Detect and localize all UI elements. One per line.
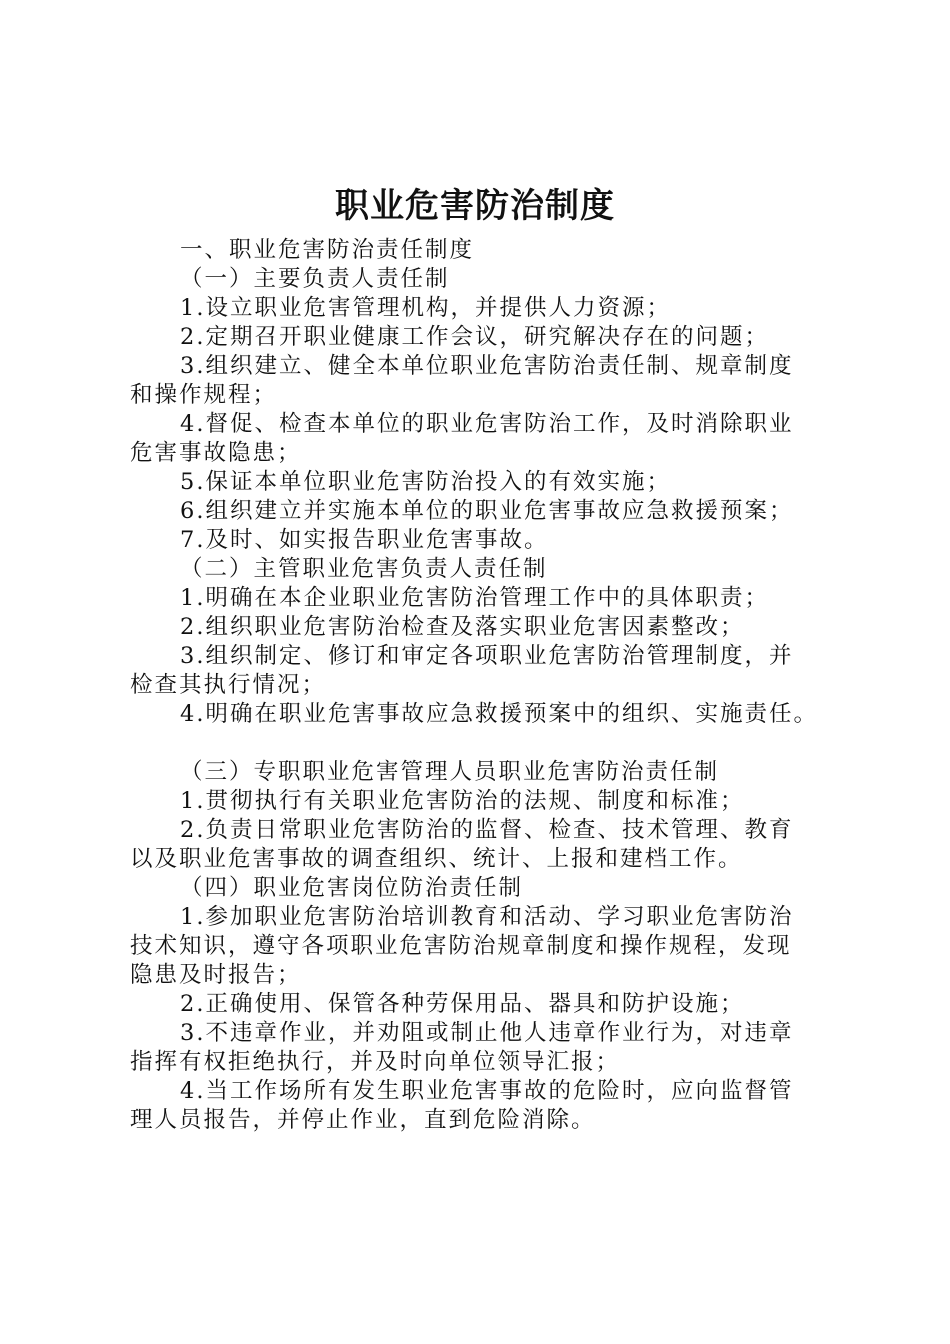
blank-line — [130, 729, 830, 758]
document-title: 职业危害防治制度 — [335, 186, 615, 226]
paragraph: 2.组织职业危害防治检查及落实职业危害因素整改； — [180, 614, 745, 640]
paragraph-continuation: 隐患及时报告； — [130, 962, 302, 988]
paragraph: 3.组织建立、健全本单位职业危害防治责任制、规章制度 — [180, 353, 794, 379]
paragraph-continuation: 技术知识，遵守各项职业危害防治规章制度和操作规程，发现 — [130, 933, 792, 959]
subsection-heading: （四）职业危害岗位防治责任制 — [180, 875, 524, 901]
document-body — [130, 236, 830, 1135]
paragraph: 3.组织制定、修订和审定各项职业危害防治管理制度，并 — [180, 643, 794, 669]
paragraph: 1.参加职业危害防治培训教育和活动、学习职业危害防治 — [180, 904, 794, 930]
paragraph: 4.督促、检查本单位的职业危害防治工作，及时消除职业 — [180, 411, 794, 437]
paragraph-continuation: 以及职业危害事故的调查组织、统计、上报和建档工作。 — [130, 846, 743, 872]
subsection-heading: （二）主管职业危害负责人责任制 — [180, 556, 548, 582]
paragraph: 7.及时、如实报告职业危害事故。 — [180, 527, 549, 553]
paragraph: 5.保证本单位职业危害防治投入的有效实施； — [180, 469, 671, 495]
paragraph: 4.当工作场所有发生职业危害事故的危险时，应向监督管 — [180, 1078, 794, 1104]
paragraph: 2.定期召开职业健康工作会议，研究解决存在的问题； — [180, 324, 769, 350]
paragraph: 1.贯彻执行有关职业危害防治的法规、制度和标准； — [180, 788, 745, 814]
subsection-heading: （一）主要负责人责任制 — [180, 266, 450, 292]
paragraph: 3.不违章作业，并劝阻或制止他人违章作业行为，对违章 — [180, 1020, 794, 1046]
paragraph-continuation: 和操作规程； — [130, 382, 278, 408]
paragraph: 1.明确在本企业职业危害防治管理工作中的具体职责； — [180, 585, 769, 611]
subsection-heading: （三）专职职业危害管理人员职业危害防治责任制 — [180, 759, 720, 785]
paragraph-continuation: 理人员报告，并停止作业，直到危险消除。 — [130, 1107, 596, 1133]
paragraph-continuation: 检查其执行情况； — [130, 672, 327, 698]
paragraph-continuation: 危害事故隐患； — [130, 440, 302, 466]
paragraph: 6.组织建立并实施本单位的职业危害事故应急救援预案； — [180, 498, 794, 524]
paragraph: 1.设立职业危害管理机构，并提供人力资源； — [180, 295, 671, 321]
section-heading: 一、职业危害防治责任制度 — [180, 237, 475, 263]
paragraph: 4.明确在职业危害事故应急救援预案中的组织、实施责任。 — [180, 701, 818, 727]
paragraph: 2.正确使用、保管各种劳保用品、器具和防护设施； — [180, 991, 745, 1017]
paragraph-continuation: 指挥有权拒绝执行，并及时向单位领导汇报； — [130, 1049, 621, 1075]
paragraph: 2.负责日常职业危害防治的监督、检查、技术管理、教育 — [180, 817, 794, 843]
